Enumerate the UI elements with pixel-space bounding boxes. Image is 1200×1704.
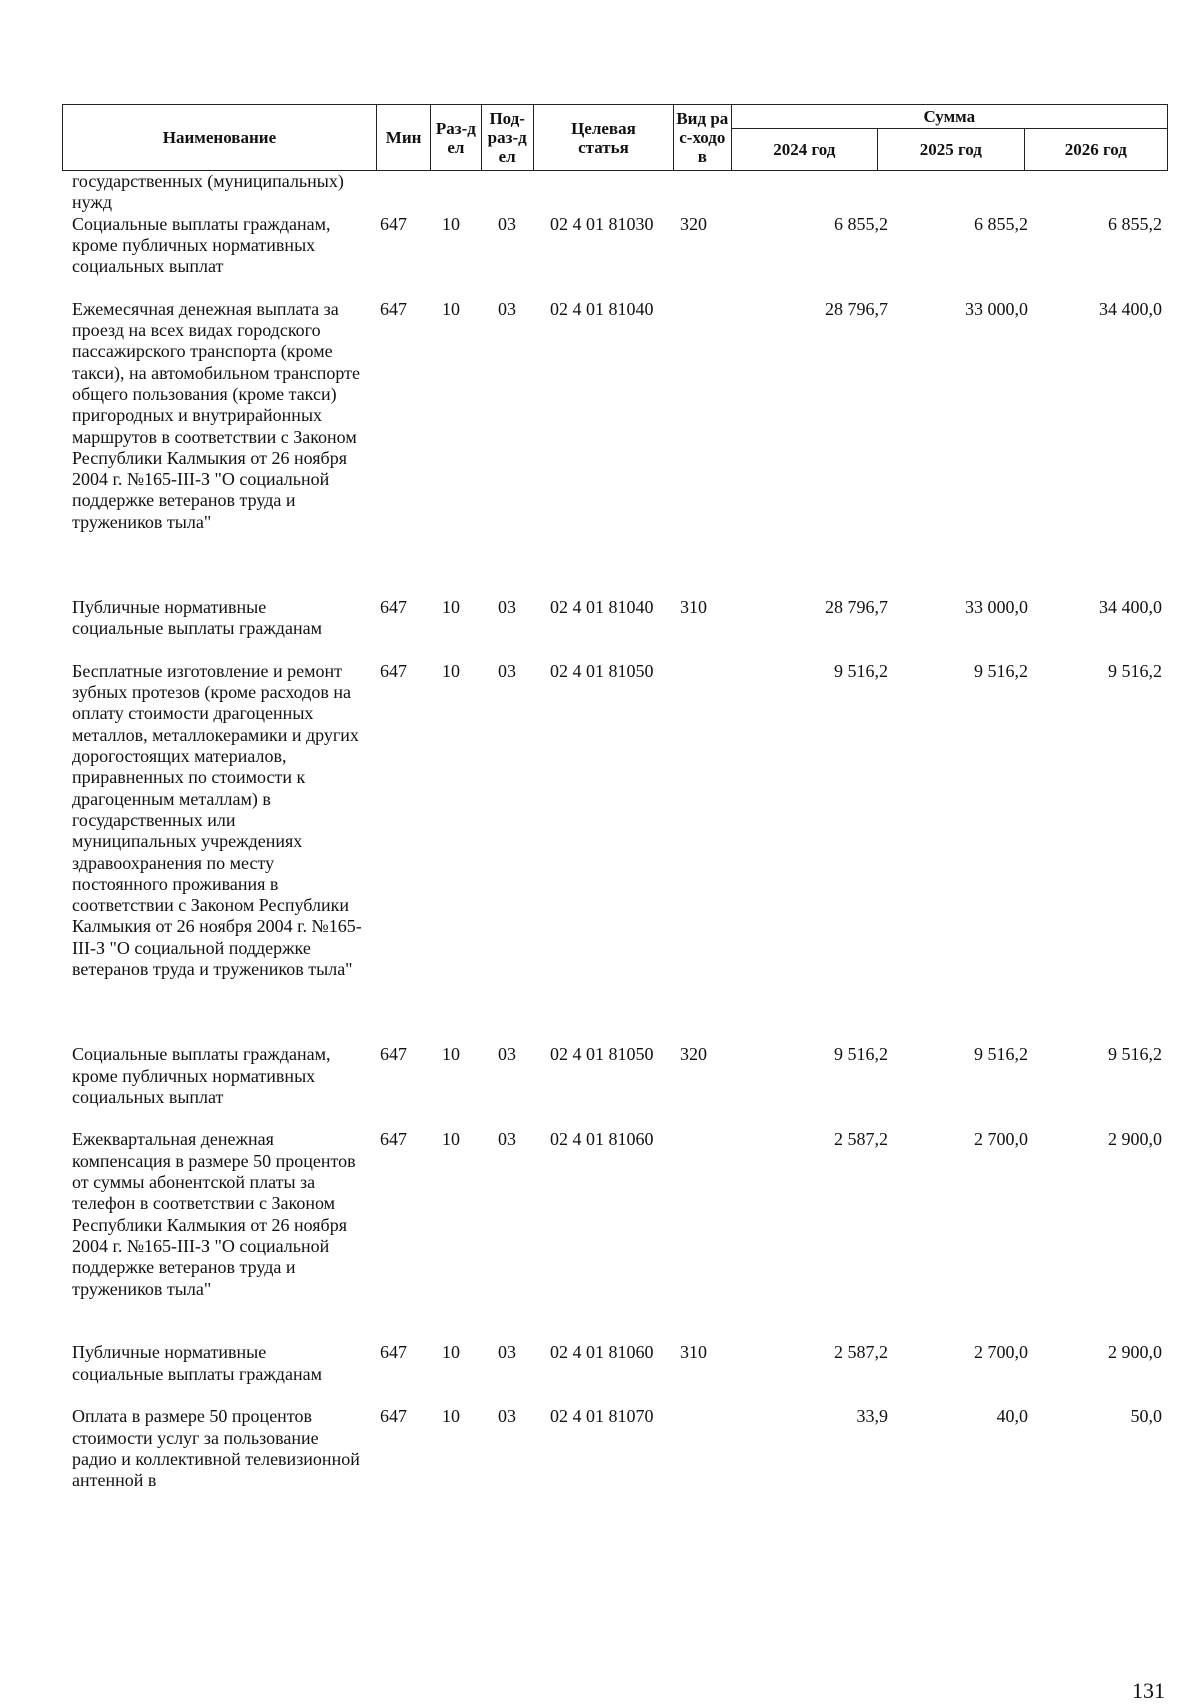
cell-name: Социальные выплаты гражданам, кроме публичных нормативных социальных выплат: [72, 1044, 331, 1107]
cell-s1: 28 796,7: [825, 298, 888, 319]
table-row: [62, 1129, 1168, 1342]
cell-razd: 10: [442, 1044, 460, 1065]
cell-min: 647: [380, 660, 407, 681]
cell-s1: 9 516,2: [834, 660, 888, 681]
header-vr: Вид рас-ходов: [674, 105, 732, 171]
header-min: Мин: [376, 105, 430, 171]
header-cs: Целевая статья: [533, 105, 673, 171]
table-row: [62, 1342, 1168, 1406]
cell-cs: 02 4 01 81040: [550, 596, 654, 617]
cell-name: Ежеквартальная денежная компенсация в размере 50 процентов от суммы абонентской платы за телефон в соответствии с Законом Республики Калмыкия от 26 ноября 2004 г. №165-III-З "О социальной поддержке ветеранов труда и тружеников тыла": [72, 1129, 356, 1299]
cell-min: 647: [380, 213, 407, 234]
cell-s3: 6 855,2: [1108, 213, 1162, 234]
cell-podr: 03: [498, 1406, 516, 1427]
cell-name: Публичные нормативные социальные выплаты гражданам: [72, 596, 322, 639]
cell-name: Оплата в размере 50 процентов стоимости услуг за пользование радио и коллективной телевизионной антенной в: [72, 1406, 360, 1491]
table-row: [62, 171, 1168, 214]
header-name: Наименование: [63, 105, 377, 171]
cell-s1: 6 855,2: [834, 213, 888, 234]
cell-cs: 02 4 01 81060: [550, 1129, 654, 1150]
cell-podr: 03: [498, 298, 516, 319]
cell-razd: 10: [442, 1406, 460, 1427]
cell-name: Бесплатные изготовление и ремонт зубных протезов (кроме расходов на оплату стоимости драгоценных металлов, металлокерамики и других дорогостоящих материалов, приравненных по стоимости к драгоценным металлам) в государственных или муниципальных учреждениях здравоохранения по месту постоянного проживания в соответствии с Законом Республики Калмыкия от 26 ноября 2004 г. №165-III-З "О социальной поддержке ветеранов труда и тружеников тыла": [72, 660, 362, 980]
budget-table: [62, 104, 1168, 1492]
cell-s3: 2 900,0: [1108, 1342, 1162, 1363]
header-podrazdel: Под-раз-дел: [481, 105, 533, 171]
cell-min: 647: [380, 298, 407, 319]
cell-s3: 9 516,2: [1108, 660, 1162, 681]
cell-vr: 310: [680, 1342, 707, 1363]
cell-name: Социальные выплаты гражданам, кроме публичных нормативных социальных выплат: [72, 213, 331, 277]
table-row: [62, 1044, 1168, 1129]
page-number: 131: [1132, 1678, 1165, 1703]
cell-vr: 310: [680, 596, 707, 617]
cell-min: 647: [380, 1342, 407, 1363]
cell-s1: 33,9: [856, 1406, 888, 1427]
table-row: [62, 661, 1168, 1044]
cell-s3: 34 400,0: [1099, 298, 1162, 319]
cell-s2: 33 000,0: [965, 596, 1028, 617]
cell-s3: 34 400,0: [1099, 596, 1162, 617]
cell-min: 647: [380, 1406, 407, 1427]
cell-vr: 320: [680, 1044, 707, 1065]
cell-razd: 10: [442, 1129, 460, 1150]
cell-razd: 10: [442, 1342, 460, 1363]
cell-s1: 28 796,7: [825, 596, 888, 617]
cell-s1: 2 587,2: [834, 1342, 888, 1363]
cell-s2: 40,0: [996, 1406, 1028, 1427]
cell-s3: 2 900,0: [1108, 1129, 1162, 1150]
cell-razd: 10: [442, 298, 460, 319]
header-year-2025: 2025 год: [878, 129, 1024, 171]
cell-podr: 03: [498, 596, 516, 617]
cell-min: 647: [380, 1129, 407, 1150]
cell-cs: 02 4 01 81030: [550, 213, 654, 234]
cell-razd: 10: [442, 596, 460, 617]
table-row: [62, 214, 1168, 299]
cell-podr: 03: [498, 1342, 516, 1363]
header-year-2026: 2026 год: [1024, 129, 1167, 171]
header-summa: Сумма: [731, 105, 1167, 129]
cell-min: 647: [380, 1044, 407, 1065]
cell-s1: 2 587,2: [834, 1129, 888, 1150]
cell-name: государственных (муниципальных) нужд: [72, 171, 344, 213]
cell-cs: 02 4 01 81040: [550, 298, 654, 319]
cell-s3: 9 516,2: [1108, 1044, 1162, 1065]
table-row: [62, 1406, 1168, 1491]
cell-razd: 10: [442, 660, 460, 681]
table-header: [62, 104, 1168, 171]
cell-s3: 50,0: [1130, 1406, 1162, 1427]
cell-s2: 33 000,0: [965, 298, 1028, 319]
cell-cs: 02 4 01 81050: [550, 1044, 654, 1065]
cell-podr: 03: [498, 1044, 516, 1065]
cell-cs: 02 4 01 81060: [550, 1342, 654, 1363]
table-row: [62, 597, 1168, 661]
cell-s2: 9 516,2: [974, 1044, 1028, 1065]
cell-podr: 03: [498, 213, 516, 234]
header-razdel: Раз-дел: [431, 105, 481, 171]
cell-s2: 6 855,2: [974, 213, 1028, 234]
cell-razd: 10: [442, 213, 460, 234]
cell-vr: 320: [680, 213, 707, 234]
cell-cs: 02 4 01 81070: [550, 1406, 654, 1427]
cell-podr: 03: [498, 660, 516, 681]
cell-s1: 9 516,2: [834, 1044, 888, 1065]
cell-name: Ежемесячная денежная выплата за проезд на всех видах городского пассажирского транспорта (кроме такси), на автомобильном транспорте общего пользования (кроме такси) пригородных и внутрирайонных маршрутов в соответствии с Законом Республики Калмыкия от 26 ноября 2004 г. №165-III-З "О социальной поддержке ветеранов труда и тружеников тыла": [72, 298, 360, 532]
header-year-2024: 2024 год: [731, 129, 877, 171]
cell-s2: 2 700,0: [974, 1129, 1028, 1150]
table-body: [62, 171, 1168, 1492]
cell-min: 647: [380, 596, 407, 617]
cell-cs: 02 4 01 81050: [550, 660, 654, 681]
table-row: [62, 299, 1168, 597]
cell-s2: 9 516,2: [974, 660, 1028, 681]
cell-name: Публичные нормативные социальные выплаты гражданам: [72, 1342, 322, 1384]
cell-podr: 03: [498, 1129, 516, 1150]
cell-s2: 2 700,0: [974, 1342, 1028, 1363]
